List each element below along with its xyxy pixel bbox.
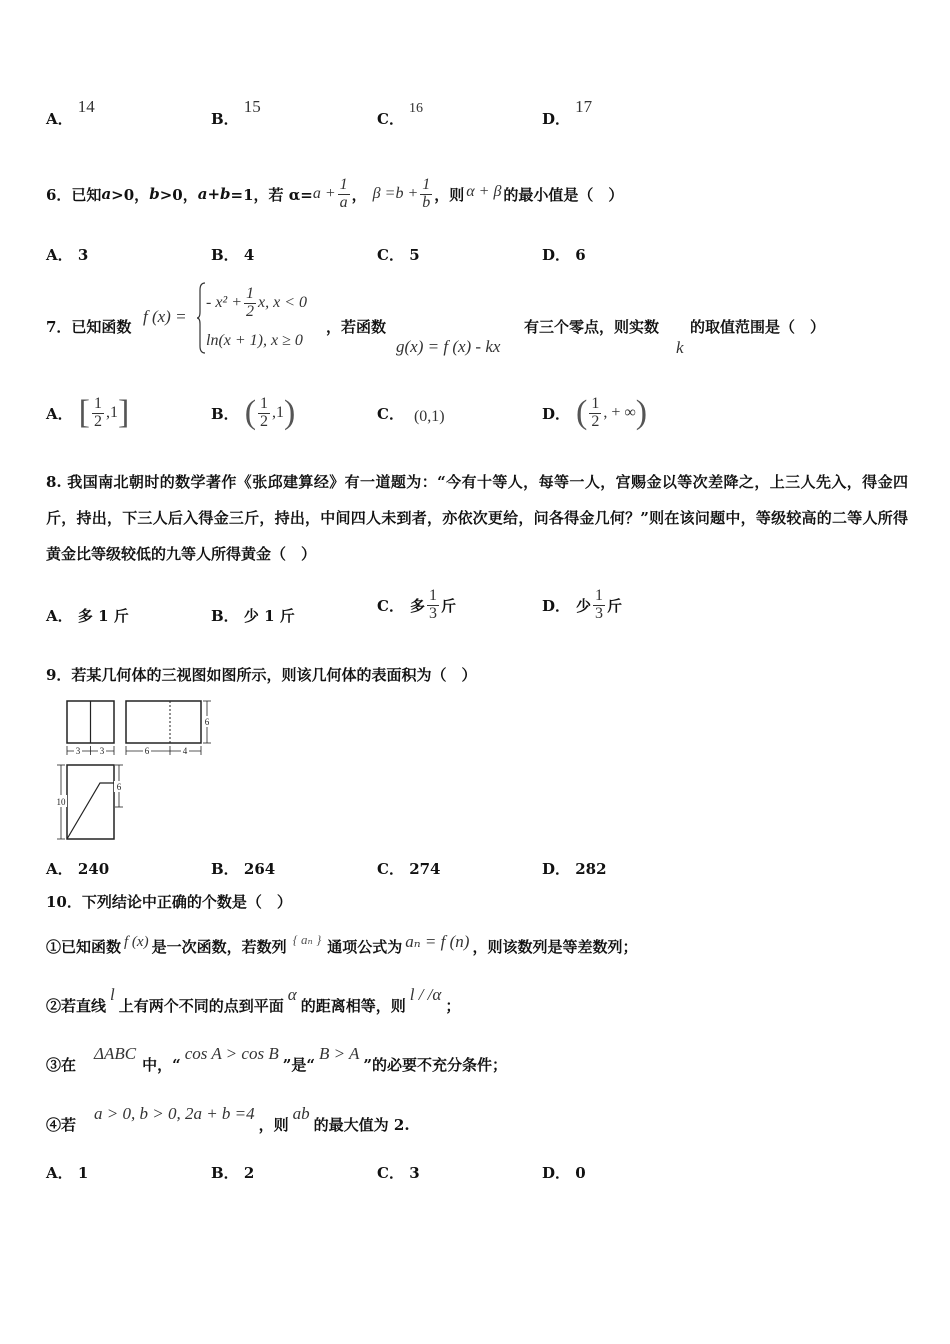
q9-option-d[interactable]: D． 282 xyxy=(542,860,607,878)
question-10: 10．下列结论中正确的个数是（ ） xyxy=(46,893,292,911)
q7-option-b[interactable]: B． ( $\frac{1}{2}$ ,1 ) xyxy=(211,394,296,431)
side-view xyxy=(126,701,212,756)
q8-option-b[interactable]: B． 少 1 斤 xyxy=(211,607,295,625)
question-8: 8. 我国南北朝时的数学著作《张邱建算经》有一道题为：“今有十等人，每等一人，宫赐金以等次差降之，上三人先入，得金四斤，持出，下三人后入得金三斤，持出，中间四人未到者，亦依次更给，问各得金几何？”则在该问题中，等级较高的二等人所得黄金比等级较低的九等人所得黄金（ ） xyxy=(46,473,908,563)
dim-h1: 6 xyxy=(204,717,210,727)
q10-option-d[interactable]: D． 0 xyxy=(542,1164,586,1182)
q7-option-c[interactable]: C． (0,1) xyxy=(377,404,445,425)
q5-option-b[interactable]: B． 15 xyxy=(211,97,261,128)
q8-option-d[interactable]: D． 少 $\frac{1}{3}$ 斤 xyxy=(542,586,623,622)
q8-option-a[interactable]: A． 多 1 斤 xyxy=(46,607,129,625)
q6-option-c[interactable]: C． 5 xyxy=(377,246,420,264)
statement-3: ③在 ΔABC 中，“ cos A > cos B ”是“ B > A ”的必要不充分条件； xyxy=(46,1044,508,1074)
q10-option-a[interactable]: A． 1 xyxy=(46,1164,89,1182)
dim-w3: 6 xyxy=(144,746,150,756)
statement-4: ④若 a > 0, b > 0, 2a + b =4 ，则 ab 的最大值为 2. xyxy=(46,1104,410,1134)
q7-k: k xyxy=(676,338,684,357)
q6-option-b[interactable]: B． 4 xyxy=(211,246,255,264)
beta-fraction: $\frac{1}{b}$ xyxy=(422,175,431,211)
piecewise-brace-icon xyxy=(196,282,206,354)
q9-option-c[interactable]: C． 274 xyxy=(377,860,441,878)
question-6: 6．已知 a >0， b >0， a + b =1，若 α= a + $\frac{1}{a}$ ， β =b + $\frac{1}{b}$ ，则 α + β 的最小值是（ ） xyxy=(46,175,624,211)
question-9: 9．若某几何体的三视图如图所示，则该几何体的表面积为（ ） xyxy=(46,666,477,684)
dim-w1: 3 xyxy=(75,746,81,756)
dim-h2: 10 xyxy=(56,797,66,807)
q7-prefix: 7．已知函数 xyxy=(46,318,132,336)
alpha-fraction: $\frac{1}{a}$ xyxy=(339,175,348,211)
q7-f-name: f (x) = xyxy=(143,307,187,326)
statement-2: ②若直线 l 上有两个不同的点到平面 α 的距离相等，则 l / /α ； xyxy=(46,985,461,1015)
q6-option-a[interactable]: A． 3 xyxy=(46,246,89,264)
top-view xyxy=(55,765,124,839)
three-view-figure xyxy=(55,695,225,845)
piecewise-case-1: - x² + $\frac{1}{2}$ x, x < 0 xyxy=(206,285,308,320)
q5-option-a[interactable]: A． 14 xyxy=(46,97,95,128)
piecewise-case-2: ln(x + 1), x ≥ 0 xyxy=(206,332,303,349)
q10-option-c[interactable]: C． 3 xyxy=(377,1164,420,1182)
front-view xyxy=(67,701,114,756)
q9-option-b[interactable]: B． 264 xyxy=(211,860,276,878)
q7-option-d[interactable]: D． ( $\frac{1}{2}$ , + ∞ ) xyxy=(542,394,648,431)
dim-w2: 3 xyxy=(99,746,105,756)
q9-option-a[interactable]: A． 240 xyxy=(46,860,110,878)
q7-suffix: 的取值范围是（ ） xyxy=(690,318,826,336)
q5-option-c[interactable]: C． 16 xyxy=(377,101,424,128)
q8-option-c[interactable]: C． 多 $\frac{1}{3}$ 斤 xyxy=(377,586,456,622)
q7-g-expr: g(x) = f (x) - kx xyxy=(396,337,501,356)
q5-option-d[interactable]: D． 17 xyxy=(542,97,593,128)
dim-h3: 6 xyxy=(116,782,122,792)
q7-mid: ，若函数 xyxy=(326,318,387,336)
q10-option-b[interactable]: B． 2 xyxy=(211,1164,255,1182)
dim-w4: 4 xyxy=(182,746,188,756)
q6-option-d[interactable]: D． 6 xyxy=(542,246,586,264)
statement-1: ①已知函数 f (x) 是一次函数，若数列 { aₙ } 通项公式为 aₙ = f (n) ，则该数列是等差数列； xyxy=(46,932,638,956)
q7-option-a[interactable]: A． [ $\frac{1}{2}$ ,1 ] xyxy=(46,394,130,431)
q7-mid2: 有三个零点，则实数 xyxy=(524,318,660,336)
